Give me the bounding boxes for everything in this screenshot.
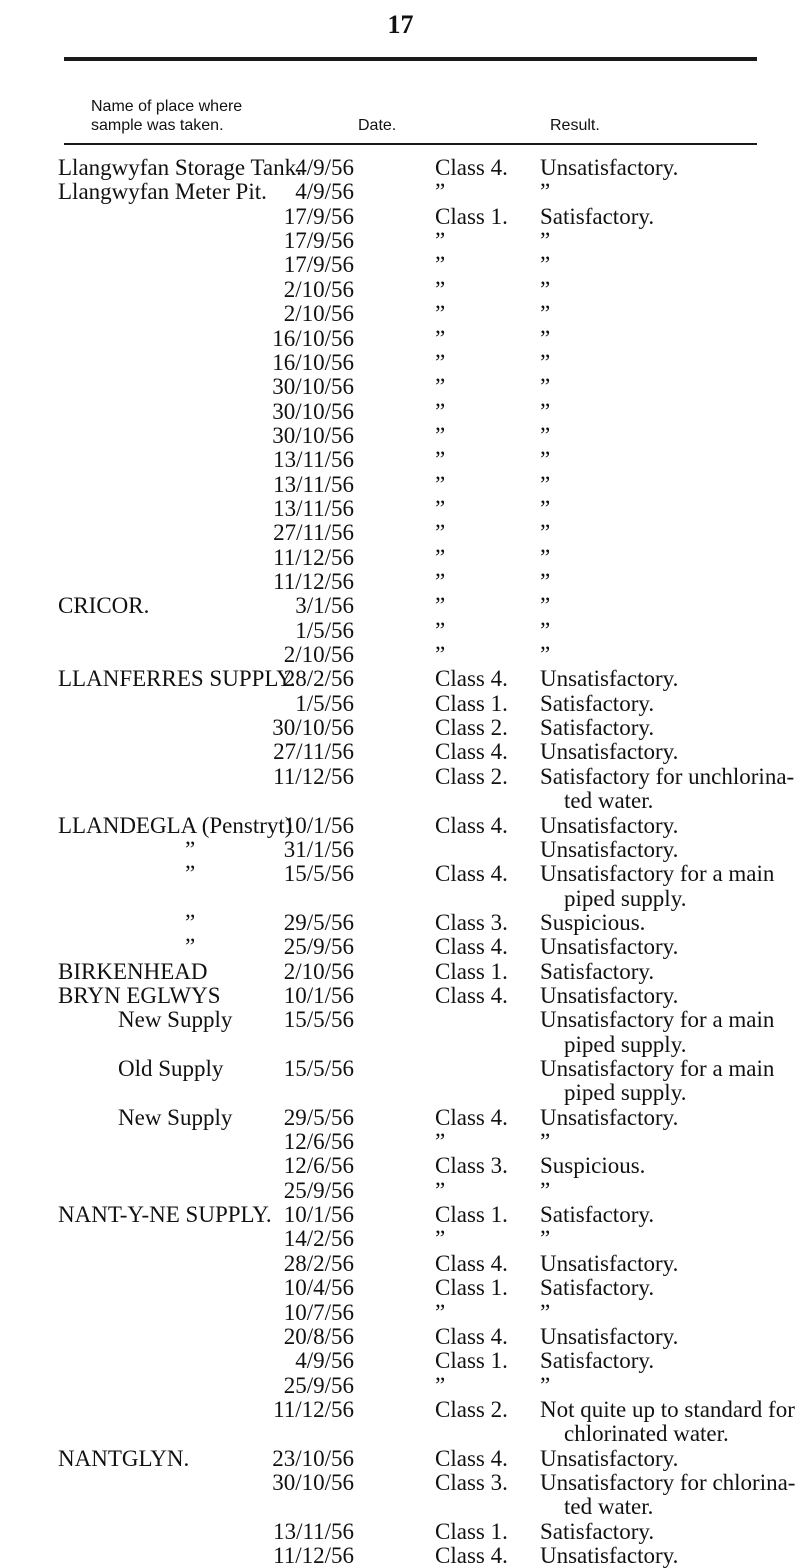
result-cell: Unsatisfactory for a main [540, 1056, 775, 1081]
date-cell: 10/1/56 [283, 982, 354, 1008]
class-cell: ” [435, 1226, 446, 1252]
place-cell: ” [185, 861, 196, 887]
place-cell: LLANFERRES SUPPLY. [58, 666, 296, 692]
date-cell: 30/10/56 [272, 1469, 354, 1495]
table-row [0, 1495, 801, 1519]
date-cell: 16/10/56 [272, 325, 354, 351]
result-cell: ” [540, 228, 551, 254]
table-row [0, 546, 801, 570]
class-cell: Class 4. [435, 739, 508, 765]
result-cell: Satisfactory. [540, 1518, 655, 1544]
table-row [0, 960, 801, 984]
date-cell: 13/11/56 [273, 471, 354, 497]
table-row [0, 1008, 801, 1032]
result-cell: ” [540, 301, 551, 327]
class-cell: ” [435, 1129, 446, 1154]
table-row [0, 716, 801, 740]
place-cell: CRICOR. [58, 593, 150, 619]
date-cell: 4/9/56 [295, 179, 354, 205]
class-cell: Class 1. [435, 203, 508, 229]
date-cell: 31/1/56 [283, 836, 354, 862]
table-row [0, 1033, 801, 1057]
result-cell: Unsatisfactory. [540, 1543, 679, 1568]
date-cell: 11/12/56 [273, 1396, 354, 1422]
date-cell: 30/10/56 [272, 374, 354, 400]
place-cell: New Supply [118, 1104, 233, 1130]
date-cell: 10/1/56 [283, 812, 354, 838]
place-cell: ” [185, 909, 196, 935]
result-cell: piped supply. [564, 1080, 687, 1106]
result-cell: Unsatisfactory. [540, 836, 679, 862]
table-row [0, 765, 801, 789]
class-cell: ” [435, 252, 446, 278]
table-row [0, 1447, 801, 1471]
class-cell: Class 1. [435, 1275, 508, 1301]
result-cell: Satisfactory. [540, 690, 655, 716]
place-cell: BIRKENHEAD [58, 958, 208, 984]
date-cell: 13/11/56 [273, 447, 354, 473]
table-row [0, 1422, 801, 1446]
table-row [0, 667, 801, 691]
result-cell: Unsatisfactory for a main [540, 861, 775, 887]
result-cell: ” [540, 325, 551, 351]
result-cell: chlorinated water. [564, 1421, 729, 1447]
table-row [0, 1301, 801, 1325]
date-cell: 1/5/56 [295, 617, 354, 643]
header-date: Date. [358, 117, 397, 134]
table-row [0, 740, 801, 764]
table-row [0, 1227, 801, 1251]
result-cell: Unsatisfactory for chlorina- [540, 1469, 796, 1495]
result-cell: piped supply. [564, 1031, 687, 1057]
result-cell: Unsatisfactory. [540, 739, 679, 765]
place-cell: Old Supply [118, 1056, 224, 1081]
table-row [0, 1130, 801, 1154]
class-cell: ” [435, 422, 446, 448]
result-cell: Satisfactory. [540, 958, 655, 984]
result-cell: Unsatisfactory. [540, 934, 679, 960]
table-row [0, 473, 801, 497]
place-cell: New Supply [118, 1007, 233, 1033]
class-cell: Class 2. [435, 1396, 508, 1422]
class-cell: Class 4. [435, 812, 508, 838]
date-cell: 20/8/56 [283, 1323, 354, 1349]
table-row [0, 497, 801, 521]
place-cell: NANT-Y-NE SUPPLY. [58, 1202, 272, 1227]
class-cell: ” [435, 642, 446, 667]
class-cell: ” [435, 228, 446, 254]
result-cell: ” [540, 1299, 551, 1325]
table-row [0, 692, 801, 716]
class-cell: ” [435, 179, 446, 205]
class-cell: Class 3. [435, 1469, 508, 1495]
date-cell: 14/2/56 [283, 1226, 354, 1252]
result-cell: ” [540, 593, 551, 619]
date-cell: 11/12/56 [273, 1543, 354, 1568]
table-row [0, 1276, 801, 1300]
header-result: Result. [550, 117, 600, 134]
date-cell: 16/10/56 [272, 349, 354, 375]
date-cell: 25/9/56 [283, 1177, 354, 1203]
class-cell: Class 1. [435, 1518, 508, 1544]
table-row [0, 1179, 801, 1203]
result-cell: ted water. [564, 1494, 654, 1520]
date-cell: 30/10/56 [272, 422, 354, 448]
result-cell: Unsatisfactory. [540, 1104, 679, 1130]
table-row [0, 156, 801, 180]
date-cell: 28/2/56 [283, 1250, 354, 1276]
date-cell: 15/5/56 [283, 1007, 354, 1033]
date-cell: 1/5/56 [295, 690, 354, 716]
class-cell: ” [435, 301, 446, 327]
class-cell: ” [435, 495, 446, 521]
date-cell: 12/6/56 [283, 1153, 354, 1179]
table-row [0, 862, 801, 886]
result-cell: Not quite up to standard for [540, 1396, 795, 1422]
date-cell: 15/5/56 [283, 861, 354, 887]
date-cell: 2/10/56 [283, 301, 354, 327]
table-row [0, 180, 801, 204]
class-cell: ” [435, 593, 446, 619]
table-row [0, 278, 801, 302]
date-cell: 2/10/56 [283, 642, 354, 667]
date-cell: 28/2/56 [283, 666, 354, 692]
date-cell: 23/10/56 [272, 1445, 354, 1471]
date-cell: 4/9/56 [295, 155, 354, 180]
class-cell: ” [435, 276, 446, 302]
date-cell: 13/11/56 [273, 1518, 354, 1544]
class-cell: Class 1. [435, 690, 508, 716]
date-cell: 27/11/56 [273, 739, 354, 765]
date-cell: 12/6/56 [283, 1129, 354, 1154]
class-cell: Class 3. [435, 1153, 508, 1179]
result-cell: Unsatisfactory. [540, 1445, 679, 1471]
class-cell: ” [435, 1177, 446, 1203]
date-cell: 4/9/56 [295, 1348, 354, 1374]
table-row [0, 887, 801, 911]
date-cell: 10/7/56 [283, 1299, 354, 1325]
date-cell: 2/10/56 [283, 276, 354, 302]
class-cell: Class 4. [435, 1250, 508, 1276]
result-cell: Satisfactory. [540, 1348, 655, 1374]
table-row [0, 643, 801, 667]
table-row [0, 229, 801, 253]
table-row [0, 521, 801, 545]
table-row [0, 327, 801, 351]
table-row [0, 1398, 801, 1422]
result-cell: Unsatisfactory for a main [540, 1007, 775, 1033]
class-cell: Class 4. [435, 934, 508, 960]
date-cell: 30/10/56 [272, 715, 354, 741]
table-row [0, 838, 801, 862]
place-cell: BRYN EGLWYS [58, 982, 221, 1008]
result-cell: Unsatisfactory. [540, 982, 679, 1008]
table-row [0, 1154, 801, 1178]
result-cell: ” [540, 1226, 551, 1252]
table-row [0, 789, 801, 813]
class-cell: ” [435, 349, 446, 375]
class-cell: Class 1. [435, 958, 508, 984]
class-cell: Class 4. [435, 1445, 508, 1471]
table-row [0, 400, 801, 424]
place-cell: ” [185, 934, 196, 960]
date-cell: 10/4/56 [283, 1275, 354, 1301]
date-cell: 17/9/56 [283, 203, 354, 229]
class-cell: Class 4. [435, 1543, 508, 1568]
date-cell: 29/5/56 [283, 1104, 354, 1130]
result-cell: Satisfactory. [540, 203, 655, 229]
result-cell: ” [540, 447, 551, 473]
date-cell: 10/1/56 [283, 1202, 354, 1227]
result-cell: ” [540, 471, 551, 497]
date-cell: 2/10/56 [283, 958, 354, 984]
date-cell: 17/9/56 [283, 252, 354, 278]
date-cell: 11/12/56 [273, 544, 354, 570]
class-cell: Class 1. [435, 1348, 508, 1374]
table-row [0, 935, 801, 959]
result-cell: ” [540, 252, 551, 278]
result-cell: ” [540, 179, 551, 205]
date-cell: 11/12/56 [273, 569, 354, 594]
result-cell: Suspicious. [540, 909, 646, 935]
header-place-line1: Name of place where [91, 98, 243, 115]
table-row [0, 619, 801, 643]
result-cell: ” [540, 495, 551, 521]
result-cell: ” [540, 642, 551, 667]
class-cell: Class 4. [435, 666, 508, 692]
result-cell: Suspicious. [540, 1153, 646, 1179]
table-row [0, 570, 801, 594]
table-row [0, 1544, 801, 1568]
table-row [0, 1252, 801, 1276]
table-row [0, 1325, 801, 1349]
table-row [0, 1349, 801, 1373]
class-cell: Class 2. [435, 763, 508, 789]
result-cell: ” [540, 1372, 551, 1398]
date-cell: 29/5/56 [283, 909, 354, 935]
result-cell: Satisfactory. [540, 1202, 655, 1227]
class-cell: ” [435, 1372, 446, 1398]
class-cell: ” [435, 374, 446, 400]
table-row [0, 984, 801, 1008]
result-cell: ” [540, 569, 551, 594]
table-row [0, 205, 801, 229]
result-cell: Unsatisfactory. [540, 1323, 679, 1349]
place-cell: Llangwyfan Meter Pit. [58, 179, 267, 205]
class-cell: Class 4. [435, 861, 508, 887]
table-row [0, 1471, 801, 1495]
date-cell: 30/10/56 [272, 398, 354, 424]
class-cell: ” [435, 398, 446, 424]
table-row [0, 594, 801, 618]
result-cell: Unsatisfactory. [540, 666, 679, 692]
result-cell: ” [540, 544, 551, 570]
table-row [0, 1520, 801, 1544]
result-cell: ” [540, 398, 551, 424]
place-cell: LLANDEGLA (Penstryt) [58, 812, 293, 838]
result-cell: Satisfactory. [540, 715, 655, 741]
class-cell: ” [435, 447, 446, 473]
date-cell: 11/12/56 [273, 763, 354, 789]
table-row [0, 1057, 801, 1081]
result-cell: ” [540, 617, 551, 643]
result-cell: Unsatisfactory. [540, 155, 679, 180]
table-row [0, 351, 801, 375]
class-cell: Class 3. [435, 909, 508, 935]
result-cell: ted water. [564, 788, 654, 814]
table-row [0, 448, 801, 472]
class-cell: ” [435, 471, 446, 497]
class-cell: ” [435, 1299, 446, 1325]
result-cell: ” [540, 520, 551, 546]
table-row [0, 814, 801, 838]
place-cell: NANTGLYN. [58, 1445, 190, 1471]
date-cell: 17/9/56 [283, 228, 354, 254]
table-row [0, 253, 801, 277]
date-cell: 15/5/56 [283, 1056, 354, 1081]
table-row [0, 911, 801, 935]
class-cell: Class 4. [435, 1323, 508, 1349]
place-cell: Llangwyfan Storage Tank. [58, 155, 302, 180]
class-cell: ” [435, 520, 446, 546]
result-cell: Satisfactory for unchlorina- [540, 763, 795, 789]
class-cell: ” [435, 544, 446, 570]
class-cell: ” [435, 569, 446, 594]
class-cell: Class 1. [435, 1202, 508, 1227]
result-cell: piped supply. [564, 885, 687, 911]
table-row [0, 1374, 801, 1398]
class-cell: Class 4. [435, 1104, 508, 1130]
result-cell: Unsatisfactory. [540, 1250, 679, 1276]
result-cell: ” [540, 349, 551, 375]
date-cell: 13/11/56 [273, 495, 354, 521]
table-row [0, 424, 801, 448]
result-cell: ” [540, 276, 551, 302]
class-cell: Class 4. [435, 155, 508, 180]
page-number: 17 [387, 10, 414, 39]
result-cell: ” [540, 1177, 551, 1203]
result-cell: Satisfactory. [540, 1275, 655, 1301]
class-cell: Class 2. [435, 715, 508, 741]
result-cell: ” [540, 422, 551, 448]
result-cell: ” [540, 374, 551, 400]
date-cell: 25/9/56 [283, 1372, 354, 1398]
class-cell: Class 4. [435, 982, 508, 1008]
date-cell: 3/1/56 [295, 593, 354, 619]
table-row [0, 1081, 801, 1105]
result-cell: ” [540, 1129, 551, 1154]
result-cell: Unsatisfactory. [540, 812, 679, 838]
table-row [0, 1106, 801, 1130]
date-cell: 27/11/56 [273, 520, 354, 546]
date-cell: 25/9/56 [283, 934, 354, 960]
table-row [0, 1203, 801, 1227]
class-cell: ” [435, 325, 446, 351]
table-row [0, 302, 801, 326]
table-row [0, 375, 801, 399]
place-cell: ” [185, 836, 196, 862]
class-cell: ” [435, 617, 446, 643]
header-place-line2: sample was taken. [91, 117, 224, 134]
